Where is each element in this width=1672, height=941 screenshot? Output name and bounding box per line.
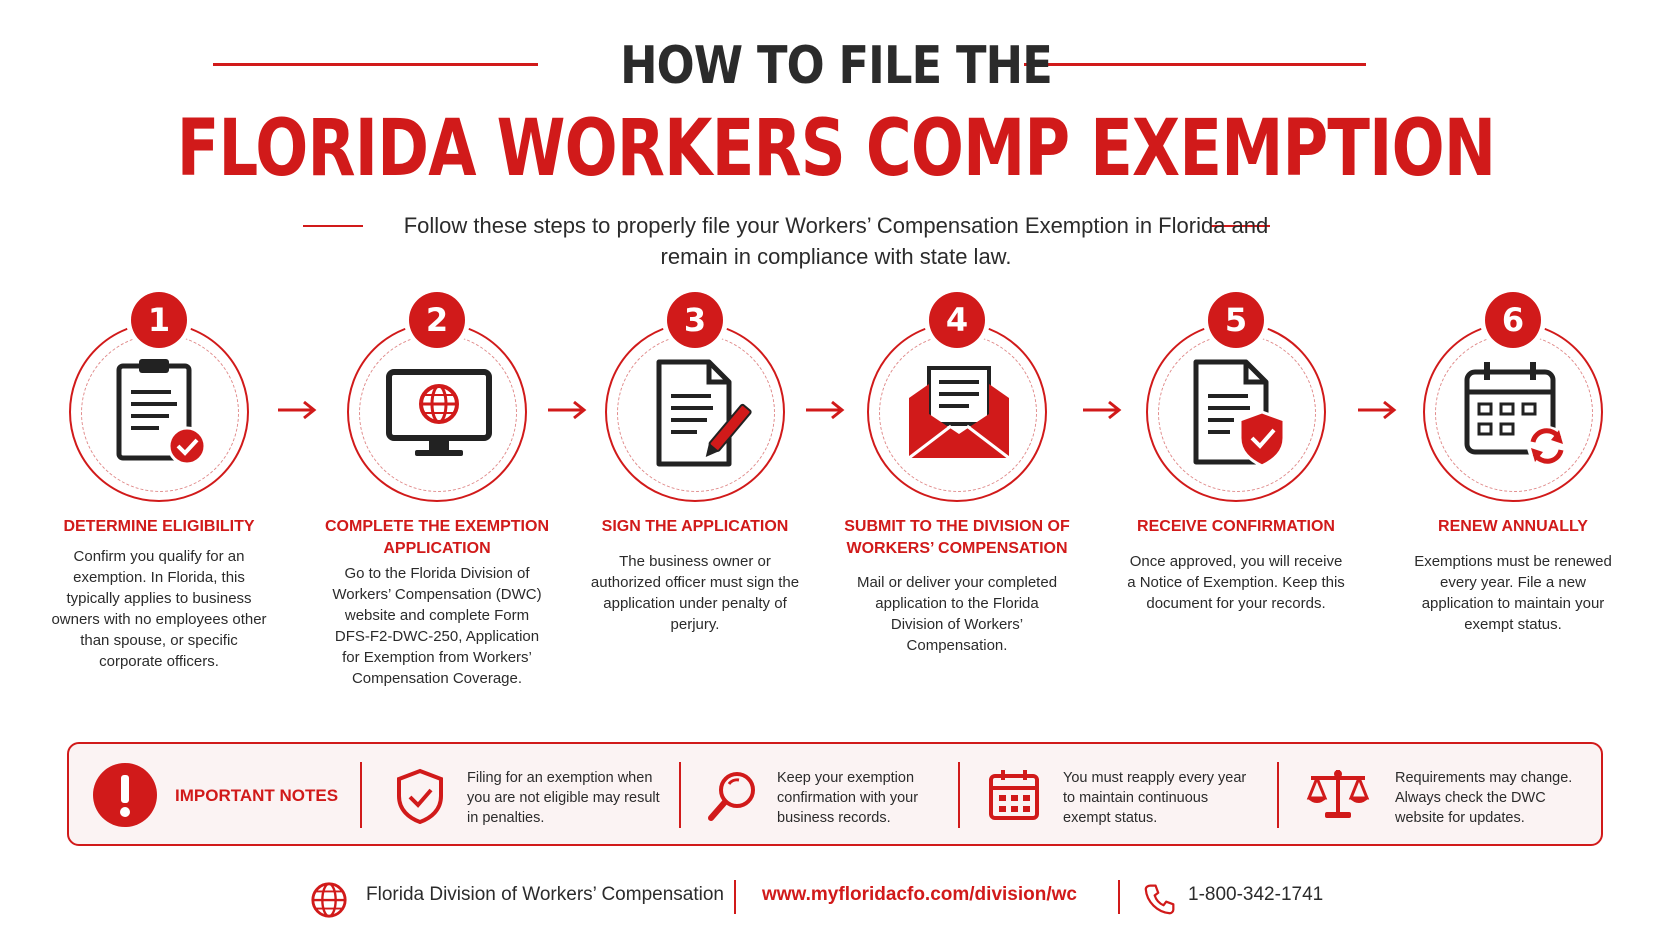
step-4-circle <box>867 322 1047 502</box>
step-3-description: The business owner or authorized officer must sign the application under penalty of perjury. <box>590 553 800 633</box>
step-6-description: Exemptions must be renewed every year. File a new application to maintain your exempt status. <box>1414 553 1612 633</box>
important-notes-panel <box>67 742 1603 846</box>
footer-divider <box>734 880 736 914</box>
step-4-number: 4 <box>929 292 985 348</box>
notes-divider <box>679 762 681 828</box>
step-6-title: RENEW ANNUALLY <box>1438 518 1588 535</box>
notes-divider <box>958 762 960 828</box>
computer-globe-icon <box>379 354 499 474</box>
step-5-description: Once approved, you will receive a Notice of Exemption. Keep this document for your records. <box>1127 553 1345 612</box>
scales-icon <box>1305 766 1371 822</box>
step-1-number: 1 <box>131 292 187 348</box>
step-5-title: RECEIVE CONFIRMATION <box>1137 518 1335 535</box>
note-1-text: Filing for an exemption when you are not eligible may result in penalties. <box>467 770 660 826</box>
step-1-description: Confirm you qualify for an exemption. In Florida, this typically applies to business owners with no employees other than spouse, or specific corporate officers. <box>51 548 267 670</box>
step-2-number: 2 <box>409 292 465 348</box>
exclamation-icon <box>93 763 157 827</box>
step-5-number: 5 <box>1208 292 1264 348</box>
step-6-number: 6 <box>1485 292 1541 348</box>
phone-icon <box>1144 882 1176 916</box>
globe-icon <box>310 881 348 919</box>
arrow-right-icon <box>546 398 588 422</box>
shield-check-icon <box>395 768 445 824</box>
step-3-title: SIGN THE APPLICATION <box>601 518 789 535</box>
step-3-circle <box>605 322 785 502</box>
footer-divider <box>1118 880 1120 914</box>
note-4-text: Requirements may change. Always check the DWC website for updates. <box>1395 770 1573 826</box>
arrow-right-icon <box>276 398 318 422</box>
arrow-right-icon <box>1356 398 1398 422</box>
clipboard-check-icon <box>101 354 221 474</box>
document-pen-icon <box>637 354 757 474</box>
step-5-circle <box>1146 322 1326 502</box>
step-3-number: 3 <box>667 292 723 348</box>
important-notes-label: IMPORTANT NOTES <box>175 786 339 805</box>
footer-org: Florida Division of Workers’ Compensation <box>366 884 724 905</box>
subtitle-rule-left <box>303 225 363 227</box>
footer-phone[interactable]: 1-800-342-1741 <box>1188 884 1324 905</box>
note-2-text: Keep your exemption confirmation with your business records. <box>777 770 919 826</box>
step-2-description: Go to the Florida Division of Workers’ Compensation (DWC) website and complete Form DFS-F2-DWC-250, Application for Exemption from Workers’ Compensation Coverage. <box>332 565 542 687</box>
step-1-circle <box>69 322 249 502</box>
calendar-icon <box>987 768 1041 822</box>
step-4-description: Mail or deliver your completed application to the Florida Division of Workers’ Compensation. <box>856 574 1058 654</box>
step-6-circle <box>1423 322 1603 502</box>
arrow-right-icon <box>1081 398 1123 422</box>
arrow-right-icon <box>804 398 846 422</box>
calendar-renew-icon <box>1455 354 1575 474</box>
document-shield-icon <box>1178 354 1298 474</box>
step-2-title: COMPLETE THE EXEMPTION APPLICATION <box>324 518 549 557</box>
page-title-line1: HOW TO FILE THE <box>620 36 1052 96</box>
footer-url-link[interactable]: www.myfloridacfo.com/division/wc <box>762 884 1077 905</box>
step-2-circle <box>347 322 527 502</box>
envelope-letter-icon <box>899 354 1019 474</box>
step-4-title: SUBMIT TO THE DIVISION OF WORKERS’ COMPENSATION <box>844 518 1070 557</box>
notes-divider <box>360 762 362 828</box>
magnifier-icon <box>705 768 761 824</box>
page-subtitle: Follow these steps to properly file your Workers’ Compensation Exemption in Florida and remain in compliance with state law. <box>403 213 1269 269</box>
page-title-line2: FLORIDA WORKERS COMP EXEMPTION <box>176 104 1496 194</box>
notes-divider <box>1277 762 1279 828</box>
note-3-text: You must reapply every year to maintain continuous exempt status. <box>1063 770 1247 826</box>
step-1-title: DETERMINE ELIGIBILITY <box>63 518 255 535</box>
